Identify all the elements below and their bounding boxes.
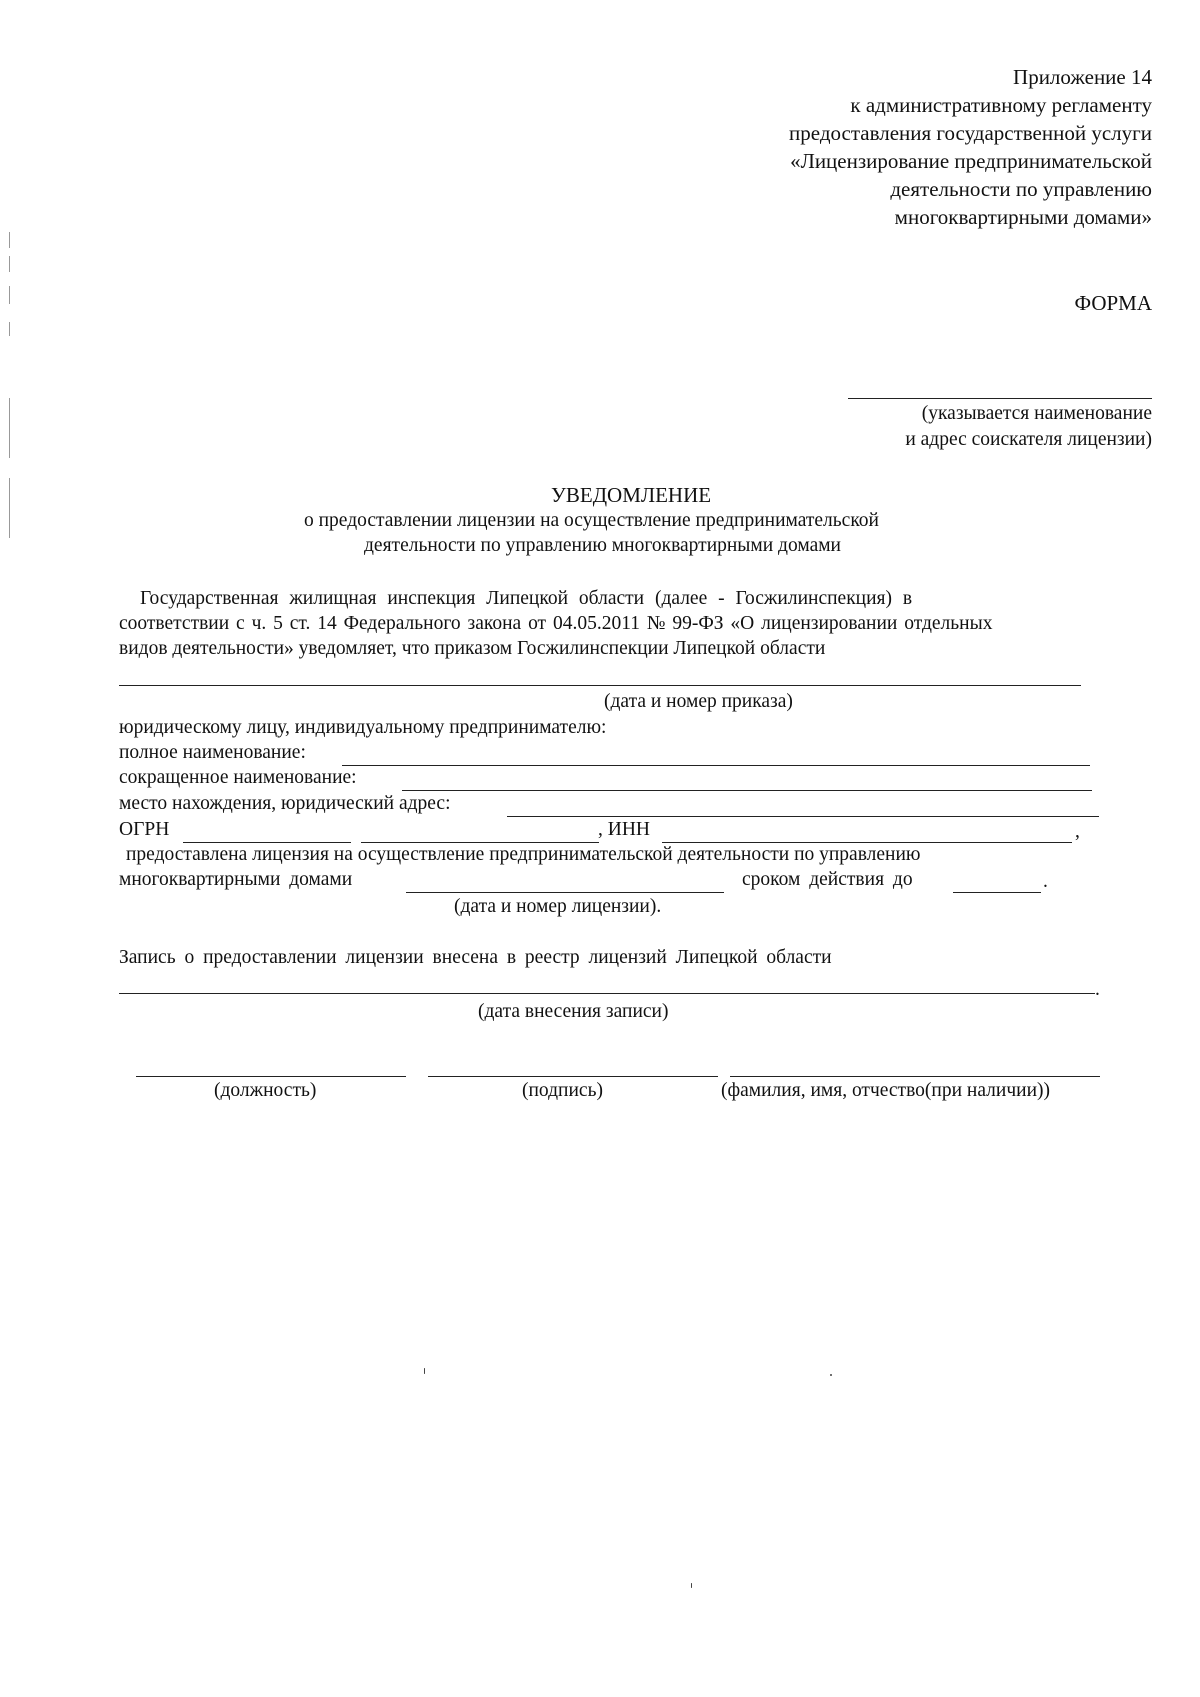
registry-caption: (дата внесения записи) xyxy=(478,1001,669,1022)
license-caption: (дата и номер лицензии). xyxy=(454,896,662,917)
short-name-label: сокращенное наименование: xyxy=(119,767,357,788)
inn-comma: , xyxy=(1075,821,1080,842)
inn-label: , ИНН xyxy=(598,819,650,840)
scan-artifact xyxy=(9,256,10,272)
fio-caption: (фамилия, имя, отчество(при наличии)) xyxy=(721,1080,1050,1101)
address-field[interactable] xyxy=(507,816,1099,817)
full-name-field[interactable] xyxy=(342,765,1090,766)
signature-caption: (подпись) xyxy=(522,1080,603,1101)
annex-line-4: «Лицензирование предпринимательской xyxy=(790,149,1152,173)
short-name-field[interactable] xyxy=(402,790,1092,791)
annex-line-1: Приложение 14 xyxy=(1013,65,1152,89)
scan-artifact xyxy=(9,478,10,538)
registry-date-field[interactable] xyxy=(119,993,1095,994)
body-line-1: Государственная жилищная инспекция Липецкой области (далее - Госжилинспекция) в xyxy=(140,588,913,609)
scan-artifact xyxy=(9,286,10,304)
order-caption: (дата и номер приказа) xyxy=(604,691,793,712)
license-houses-label: многоквартирными домами xyxy=(119,869,353,890)
position-field[interactable] xyxy=(136,1076,406,1077)
applicant-caption-2: и адрес соискателя лицензии) xyxy=(905,429,1152,450)
registry-text: Запись о предоставлении лицензии внесена в реестр лицензий Липецкой области xyxy=(119,947,832,968)
annex-line-2: к административному регламенту xyxy=(850,93,1152,117)
applicant-caption-1: (указывается наименование xyxy=(921,403,1152,424)
scan-artifact xyxy=(9,398,10,458)
body-line-3: видов деятельности» уведомляет, что приказом Госжилинспекции Липецкой области xyxy=(119,638,826,659)
full-name-label: полное наименование: xyxy=(119,742,306,763)
scan-artifact xyxy=(424,1368,425,1374)
form-label: ФОРМА xyxy=(1074,291,1152,315)
signature-field[interactable] xyxy=(428,1076,718,1077)
body-line-2: соответствии с ч. 5 ст. 14 Федерального закона от 04.05.2011 № 99-ФЗ «О лицензировании отдельных xyxy=(119,613,993,634)
scan-artifact xyxy=(9,232,10,248)
position-caption: (должность) xyxy=(214,1080,317,1101)
ogrn-label: ОГРН xyxy=(119,819,170,840)
address-label: место нахождения, юридический адрес: xyxy=(119,793,451,814)
registry-period: . xyxy=(1095,979,1100,1000)
full-name-signature-field[interactable] xyxy=(730,1076,1100,1077)
annex-line-6: многоквартирными домами» xyxy=(894,205,1152,229)
scan-artifact xyxy=(691,1583,692,1588)
validity-label: сроком действия до xyxy=(742,869,913,890)
scan-artifact xyxy=(830,1374,832,1376)
licensee-intro: юридическому лицу, индивидуальному предпринимателю: xyxy=(119,717,607,738)
annex-line-3: предоставления государственной услуги xyxy=(789,121,1152,145)
scan-artifact xyxy=(9,322,10,336)
document-subtitle-2: деятельности по управлению многоквартирными домами xyxy=(364,535,841,556)
license-number-field[interactable] xyxy=(406,892,724,893)
document-subtitle-1: о предоставлении лицензии на осуществление предпринимательской xyxy=(304,510,879,531)
applicant-blank-line xyxy=(848,398,1152,399)
document-title: УВЕДОМЛЕНИЕ xyxy=(551,483,712,507)
validity-date-field[interactable] xyxy=(953,892,1041,893)
validity-period: . xyxy=(1043,871,1048,892)
order-blank-line xyxy=(119,685,1081,686)
license-granted-line: предоставлена лицензия на осуществление предпринимательской деятельности по управлению xyxy=(126,844,921,865)
annex-line-5: деятельности по управлению xyxy=(890,177,1152,201)
